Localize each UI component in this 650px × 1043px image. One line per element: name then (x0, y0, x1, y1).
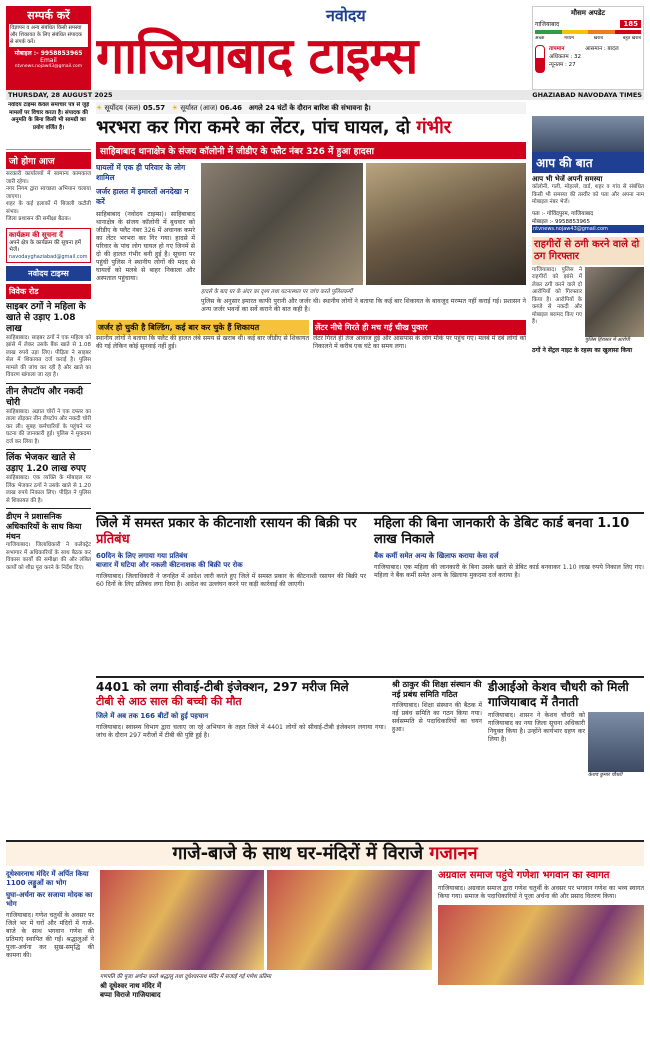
gajanan-photo-1 (100, 870, 264, 970)
agrawal-text: गाजियाबाद। अग्रवाल समाज द्वारा गणेश चतुर्थी के अवसर पर भगवान गणेश का भव्य स्वागत किया गया। समाज के पदाधिकारियों ने पूजा अर्चना की और प्रसाद वितरण किया। (438, 885, 644, 900)
school-text: गाजियाबाद। शिक्षा संस्थान की बैठक में नई प्रबंध समिति का गठन किया गया। सर्वसम्मति से पदाधिकारियों का चयन हुआ। (392, 702, 482, 733)
left-brand: नवोदय टाइम्स (6, 266, 91, 281)
dio-head: डीआईओ केशव चौधरी को मिली गाजियाबाद में तैनाती (488, 680, 629, 709)
weather-title: मौसम अपडेट (571, 9, 605, 17)
agrawal-head: अग्रवाल समाज पहुंचे गणेशा भगवान का स्वागत (438, 870, 610, 881)
lead-photo-1 (201, 163, 363, 285)
lead-bullet-1: घायलों में एक ही परिवार के लोग शामिल (96, 163, 186, 182)
thug-photo (585, 267, 644, 337)
contact-title: सम्पर्क करें (27, 9, 70, 22)
thug-caption: पुलिस हिरासत में आरोपी (585, 336, 630, 343)
temp-label: तापमान (549, 46, 565, 52)
karyakram-title: कार्यक्रम की सूचना दें (9, 230, 63, 239)
lead-caption: हादसे के बाद घर के अंदर का दृश्य तथा घटनास्थल पर जांच करते पुलिसकर्मी (201, 289, 353, 295)
sky: आसमान : बादल (585, 46, 619, 52)
school-head: श्री ठाकुर की शिक्षा संस्थान की नई प्रबंध समिति गठित (392, 680, 482, 699)
vivek-header: विवेक रोड (6, 284, 91, 299)
lead-bar-2: लेंटर नीचे गिरते ही मच गई चीख पुकार (313, 320, 526, 335)
masthead-title: गाजियाबाद टाइम्स (96, 27, 418, 85)
contact-text: विज्ञापन व अन्य संबंधित किसी समस्या और शिकायत के लिए संबंधित संपादक से संपर्क करें। (9, 24, 88, 47)
band4 (6, 840, 644, 1035)
temp-max: अधिकतम : 32 (549, 54, 582, 60)
lead-headline-main: भरभरा कर गिरा कमरे का लेंटर, पांच घायल, दो (96, 117, 411, 138)
aqi-label-2: मध्यम (564, 36, 574, 41)
aap-email: ntvnews.nojaw43@gmail.com (532, 225, 644, 233)
gajanan-text: गाजियाबाद। गणेश चतुर्थी के अवसर पर जिले भर में घरों और मंदिरों में गाजे-बाजे के साथ भगवान गणेश की प्रतिमाएं स्थापित की गईं। श्रद्धालुओं ने पूजा-अर्चना कर सुख-समृद्धि की कामना की। (6, 912, 94, 959)
temp-min: न्यूनतम : 27 (549, 62, 576, 68)
card-head: महिला की बिना जानकारी के डेबिट कार्ड बनवा 1.10 लाख निकाले (374, 516, 630, 547)
dio-photo (588, 712, 644, 772)
aaj-item-2: नगर निगम द्वारा स्वच्छता अभियान चलाया जाएगा। (6, 186, 91, 200)
right-column (532, 116, 644, 506)
tagline: अगले 24 घंटों के दौरान बारिश की संभावना है। (248, 104, 371, 112)
sun-icon: ☀ (96, 104, 103, 112)
contact-email: ntvnews.nojaw43@gmail.com (14, 64, 83, 69)
gajanan-bullet-2: घुघा-अर्चना कर सजाया मोदक का भोग (6, 891, 93, 908)
dateline-city: GHAZIABAD NAVODAYA TIMES (532, 91, 642, 99)
time-bar (96, 102, 526, 114)
card-bullet: बैंक कर्मी समेत अन्य के खिलाफ कराया केस दर्ज (374, 552, 499, 560)
tb-head: 4401 को लगा सीवाई-टीबी इंजेक्शन, 297 मरीज मिले (96, 680, 349, 694)
weather-city: गाजियाबाद (535, 21, 560, 28)
contact-email-label: Email (40, 57, 57, 64)
jo-hoga-aaj-title: जो होगा आज (6, 152, 91, 169)
dio-text: गाजियाबाद। शासन ने केशव चौधरी को गाजियाबाद का नया जिला सूचना अधिकारी नियुक्त किया है। उन्होंने कार्यभार ग्रहण कर लिया है। (488, 712, 585, 743)
card-text: गाजियाबाद। एक महिला की जानकारी के बिना उसके खाते से डेबिट कार्ड बनवाकर 1.10 लाख रुपये निकाल लिए गए। महिला ने बैंक कर्मी समेत अन्य के खिलाफ मुकदमा दर्ज कराया है। (374, 564, 644, 579)
agrawal-photo (438, 905, 644, 985)
story1-text: साहिबाबाद। साइबर ठगों ने एक महिला को झांसे में लेकर उसके बैंक खाते से 1.08 लाख रुपये उड़ा लिए। पीड़िता ने साइबर सेल में शिकायत दर्ज कराई है। पुलिस मामले की जांच कर रही है और खाते का विवरण खंगाला जा रहा है। (6, 334, 91, 378)
lead-headline-red: गंभीर (416, 117, 452, 138)
lead-bullet-2: जर्जर हालत में इमारतों अनदेखा न करें (96, 187, 189, 206)
aaj-item-4: जिला प्रशासन की समीक्षा बैठक। (6, 216, 71, 222)
lead-bar-1-text: स्थानीय लोगों ने बताया कि फ्लैट की हालत लंबे समय से खराब थी। कई बार जीडीए से शिकायत की गई लेकिन कोई सुनवाई नहीं हुई। (96, 335, 309, 350)
sunrise-label: सूर्योदय (कल) (104, 104, 141, 112)
sunrise-time: 05.57 (142, 104, 166, 112)
story4-head: डीएम ने प्रशासनिक अधिकारियों के साथ किया मंथन (6, 512, 82, 541)
masthead (96, 6, 526, 86)
karyakram-text: अपने क्षेत्र के कार्यक्रम की सूचना हमें भेजें। (9, 239, 81, 253)
story3-head: लिंक भेजकर खाते से उड़ाए 1.20 लाख रुपए (6, 453, 86, 474)
dio-caption: केशव कुमार चौधरी (588, 772, 623, 778)
aap-mobile: मोबाइल :- 9958853965 (532, 218, 591, 225)
tb-sub: टीबी से आठ साल की बच्ची की मौत (96, 695, 242, 708)
sunset-label: सूर्यास्त (आज) (180, 104, 218, 112)
chem-head-main: जिले में समस्त प्रकार के कीटनाशी रसायन की बिक्री पर (96, 516, 357, 531)
band2 (96, 512, 644, 672)
lead-headline (96, 116, 526, 140)
gajanan-head-main: गाजे-बाजे के साथ घर-मंदिरों में विराजे (172, 843, 424, 864)
thug-bullet: ठगों ने सेंट्रल नाइट के रहस्य का खुलासा किया (532, 346, 633, 354)
lead-bar-2-text: लेंटर गिरते ही तेज आवाज हुई और आसपास के लोग मौके पर पहुंच गए। मलबे में दबे लोगों को निकालने में करीब एक घंटे का समय लगा। (313, 335, 526, 350)
gajanan-head-red: गजानन (429, 843, 478, 864)
aap-photo (532, 116, 644, 152)
aap-title: आप की बात (532, 152, 644, 173)
gajanan-head (6, 842, 644, 866)
contact-mobile: मोबाइल :- 9958853965 (14, 50, 83, 57)
aaj-item-3: शहर के कई इलाकों में बिजली कटौती संभव। (6, 201, 91, 215)
story2-head: तीन लैपटॉप और नकदी चोरी (6, 386, 83, 408)
karyakram-box (6, 228, 91, 263)
weather-box (532, 6, 644, 90)
gajanan-sub-1: श्री दूधेश्वर नाथ मंदिर में (100, 982, 162, 990)
lead-bar-1: जर्जर हो चुकी है बिल्डिंग, कई बार कर चुके हैं शिकायत (96, 320, 309, 335)
chem-text: गाजियाबाद। जिलाधिकारी ने जनहित में आदेश जारी करते हुए जिले में समस्त प्रकार के कीटनाशी रसायन की बिक्री पर 60 दिनों के लिए प्रतिबंध लगा दिया है। आदेश का उल्लंघन करने पर कड़ी कार्रवाई की जाएगी। (96, 573, 366, 588)
lead-subhead: साहिबाबाद थानाक्षेत्र के संजय कॉलोनी में जीडीए के फ्लैट नंबर 326 में हुआ हादसा (96, 142, 526, 159)
story3-text: साहिबाबाद। एक व्यक्ति के मोबाइल पर लिंक भेजकर ठगों ने उसके खाते से 1.20 लाख रुपये निकाल लिए। पीड़ित ने पुलिस से शिकायत की है। (6, 475, 91, 504)
chem-head-red: प्रतिबंध (96, 532, 130, 547)
lead-text-2: पुलिस के अनुसार इमारत काफी पुरानी और जर्जर थी। स्थानीय लोगों ने बताया कि कई बार शिकायत के बावजूद मरम्मत नहीं कराई गई। प्रशासन ने अन्य जर्जर भवनों का सर्वे कराने की बात कही है। (201, 298, 526, 313)
lead-story (96, 116, 526, 506)
chem-bullet-2: बाजार में घटिया और नकली कीटनाशक की बिक्री पर रोक (96, 561, 243, 569)
tb-text: गाजियाबाद। स्वास्थ्य विभाग द्वारा चलाए जा रहे अभियान के तहत जिले में 4401 लोगों को सीवाई-टीबी इंजेक्शन लगाया गया। जांच के दौरान 297 मरीजों में टीबी की पुष्टि हुई है। (96, 724, 386, 739)
band3 (96, 676, 644, 836)
dateline-date: THURSDAY, 28 AUGUST 2025 (8, 91, 113, 99)
thug-text: गाजियाबाद। पुलिस ने राहगीरों को झांसे में लेकर ठगी करने वाले दो आरोपियों को गिरफ्तार किया है। आरोपियों के कब्जे से नकदी और मोबाइल बरामद किए गए हैं। (532, 266, 582, 325)
thug-head: राहगीरों से ठगी करने वाले दो ठग गिरफ्तार (532, 237, 644, 265)
aqi-label-1: अच्छा (535, 36, 545, 41)
lead-text-1: साहिबाबाद (नवोदय टाइम्स)। साहिबाबाद थानाक्षेत्र के संजय कॉलोनी में बुधवार को जीडीए के फ्लैट नंबर 326 में अचानक कमरे का लेंटर भरभरा कर गिर गया। हादसे में परिवार के पांच लोग घायल हो गए जिनमें से दो की हालत गंभीर बनी हुई है। सूचना पर पहुंची पुलिस ने स्थानीय लोगों की मदद से घायलों को मलबे से बाहर निकाला और अस्पताल पहुंचाया। (96, 211, 195, 282)
aqi-scale (535, 30, 641, 34)
gajanan-bullet-1: दूधेश्वरनाथ मंदिर में अर्पित किया 1100 लड्डुओं का भोग (6, 870, 89, 887)
sunset-time: 06.46 (219, 104, 243, 112)
gajanan-caption: गणपति की पूजा अर्चना करते श्रद्धालु तथा दूधेश्वरनाथ मंदिर में सजाई गई गणेश प्रतिमा (100, 974, 272, 980)
masthead-prefix: नवोदय (326, 6, 366, 25)
aap-text: कॉलोनी, गली, मोहल्ले, वार्ड, शहर व गांव से संबंधित किसी भी समस्या की तस्वीर को पता और अपना नाम मोबाइल नंबर भेजें। (532, 184, 644, 205)
thermometer-icon (535, 45, 545, 73)
aqi-label-3: खराब (593, 36, 603, 41)
karyakram-email: navodayghaziabad@gmail.com (9, 253, 88, 260)
sunset-icon: ☀ (171, 104, 179, 112)
left-column (6, 152, 91, 877)
lead-photo-2 (366, 163, 526, 285)
dateline-bar (6, 90, 644, 100)
top-notice: नवोदय टाइम्स केवल समाचार पत्र से जुड़े मामलों पर विचार करता है। संपादक की अनुमति के बिना किसी भी सामग्री का प्रयोग वर्जित है। (6, 102, 91, 150)
tb-bullet: जिले में अब तक 166 बीटों को हुई पहचान (96, 712, 209, 720)
story1-head: साइबर ठगों ने महिला के खाते से उड़ाए 1.08 लाख (6, 301, 86, 334)
aaj-item-1: सरकारी कार्यालयों में सामान्य कामकाज जारी रहेगा। (6, 171, 91, 185)
aqi-value: 185 (620, 20, 641, 28)
story4-text: गाजियाबाद। जिलाधिकारी ने कलेक्ट्रेट सभागार में अधिकारियों के साथ बैठक कर विकास कार्यों की समीक्षा की और लंबित कार्यों को शीघ्र पूरा करने के निर्देश दिए। (6, 542, 91, 571)
aap-sub: आप भी भेजें अपनी समस्या (532, 175, 603, 183)
chem-head (96, 516, 366, 548)
gajanan-photo-2 (267, 870, 432, 970)
story2-text: साहिबाबाद। अज्ञात चोरों ने एक दफ्तर का ताला तोड़कर तीन लैपटॉप और नकदी चोरी कर ली। सुबह कर्मचारियों के पहुंचने पर घटना की जानकारी हुई। पुलिस ने मुकदमा दर्ज कर लिया है। (6, 408, 91, 445)
aqi-label-4: बहुत खराब (622, 36, 641, 41)
contact-box (6, 6, 91, 90)
chem-bullet-1: 60दिन के लिए लगाया गया प्रतिबंध (96, 552, 188, 560)
gajanan-sub-2: बप्पा विराजे गाजियाबाद (100, 991, 161, 999)
aap-address: पता :- गोविंदपुरम, गाजियाबाद (532, 210, 594, 217)
